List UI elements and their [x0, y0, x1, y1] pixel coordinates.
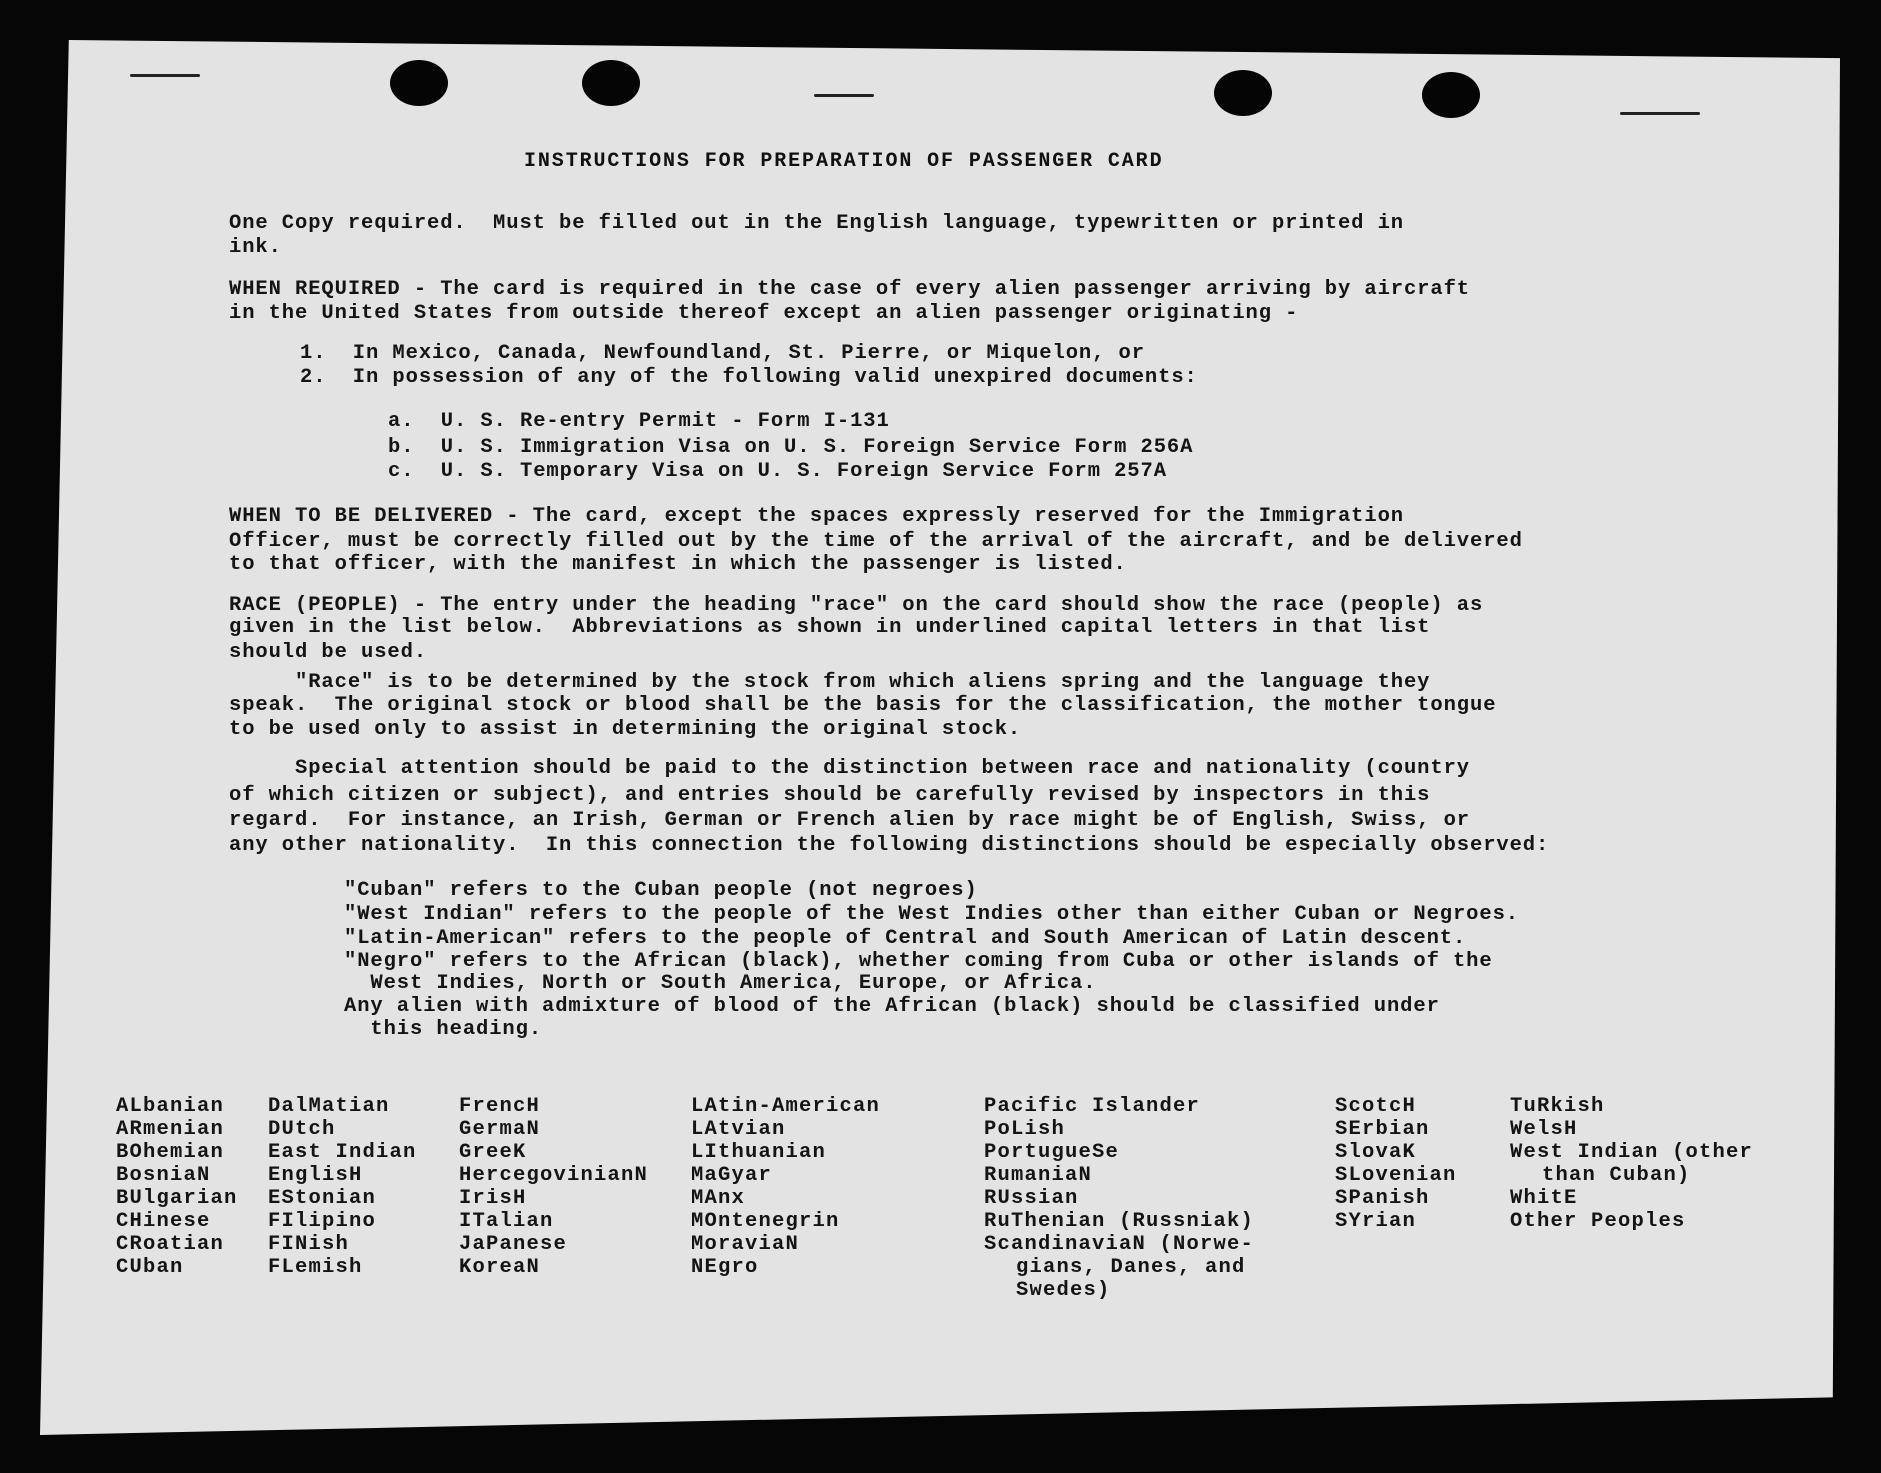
race-entry: GermaN: [459, 1118, 541, 1141]
race-column: [1510, 1095, 1753, 1233]
special-attention-line: of which citizen or subject), and entries should be carefully revised by inspectors in this: [229, 784, 1431, 807]
race-entry: EStonian: [268, 1187, 377, 1210]
race-entry: ARmenian: [116, 1118, 225, 1141]
race-entry: SlovaK: [1335, 1141, 1417, 1164]
race-entry: Pacific Islander: [984, 1095, 1201, 1118]
race-entry: BUlgarian: [116, 1187, 238, 1210]
race-entry: CHinese: [116, 1210, 211, 1233]
scan-mark: [130, 74, 200, 77]
race-entry: MOntenegrin: [691, 1210, 840, 1233]
binder-hole: [1422, 72, 1480, 118]
race-column: [116, 1095, 238, 1279]
binder-hole: [1214, 70, 1272, 116]
race-entry: MAnx: [691, 1187, 746, 1210]
race-entry: ALbanian: [116, 1095, 225, 1118]
race-entry: HercegovinianN: [459, 1164, 649, 1187]
race-column: [691, 1095, 880, 1279]
race-entry: WhitE: [1510, 1187, 1578, 1210]
binder-hole: [390, 60, 448, 106]
race-entry: gians, Danes, and: [1016, 1256, 1246, 1279]
race-entry: WelsH: [1510, 1118, 1578, 1141]
race-entry: PortugueSe: [984, 1141, 1120, 1164]
race-entry: Swedes): [1016, 1279, 1111, 1302]
distinction-line: "Negro" refers to the African (black), whether coming from Cuba or other islands of the: [344, 950, 1493, 973]
race-entry: SYrian: [1335, 1210, 1417, 1233]
race-entry: BOhemian: [116, 1141, 225, 1164]
when-required-line: WHEN REQUIRED - The card is required in the case of every alien passenger arriving by aircraft: [229, 278, 1470, 301]
race-definition-line: "Race" is to be determined by the stock from which aliens spring and the language they: [229, 671, 1431, 694]
race-entry: EnglisH: [268, 1164, 363, 1187]
race-entry: DalMatian: [268, 1095, 390, 1118]
race-entry: LAtin-American: [691, 1095, 881, 1118]
race-entry: LIthuanian: [691, 1141, 827, 1164]
race-entry: KoreaN: [459, 1256, 541, 1279]
race-entry: DUtch: [268, 1118, 336, 1141]
race-entry: Other Peoples: [1510, 1210, 1686, 1233]
when-required-line: in the United States from outside thereof except an alien passenger originating -: [229, 302, 1299, 325]
when-delivered-line: WHEN TO BE DELIVERED - The card, except the spaces expressly reserved for the Immigration: [229, 505, 1404, 528]
race-entry: TuRkish: [1510, 1095, 1605, 1118]
special-attention-line: any other nationality. In this connection the following distinctions should be especially observed:: [229, 834, 1550, 857]
lettered-item: c. U. S. Temporary Visa on U. S. Foreign Service Form 257A: [388, 460, 1167, 483]
race-column: [459, 1095, 648, 1279]
race-entry: BosniaN: [116, 1164, 211, 1187]
race-entry: GreeK: [459, 1141, 527, 1164]
race-entry: CUban: [116, 1256, 184, 1279]
race-entry: RuThenian (Russniak): [984, 1210, 1255, 1233]
distinction-line: "West Indian" refers to the people of the West Indies other than either Cuban or Negroes.: [344, 903, 1519, 926]
race-entry: ScandinaviaN (Norwe-: [984, 1233, 1255, 1256]
race-definition-line: speak. The original stock or blood shall be the basis for the classification, the mother tongue: [229, 694, 1497, 717]
race-entry: than Cuban): [1542, 1164, 1691, 1187]
race-entry: IrisH: [459, 1187, 527, 1210]
race-entry: SLovenian: [1335, 1164, 1457, 1187]
race-entry: NEgro: [691, 1256, 759, 1279]
special-attention-line: regard. For instance, an Irish, German or French alien by race might be of English, Swiss, or: [229, 809, 1470, 832]
race-entry: PoLish: [984, 1118, 1066, 1141]
race-people-line: given in the list below. Abbreviations as shown in underlined capital letters in that list: [229, 616, 1431, 639]
distinction-line: this heading.: [344, 1018, 543, 1041]
race-entry: CRoatian: [116, 1233, 225, 1256]
race-entry: SPanish: [1335, 1187, 1430, 1210]
race-entry: FINish: [268, 1233, 350, 1256]
distinction-line: West Indies, North or South America, Europe, or Africa.: [344, 972, 1097, 995]
race-entry: FrencH: [459, 1095, 541, 1118]
intro-line: One Copy required. Must be filled out in the English language, typewritten or printed in: [229, 212, 1404, 235]
special-attention-line: Special attention should be paid to the distinction between race and nationality (country: [229, 757, 1470, 780]
when-delivered-line: Officer, must be correctly filled out by the time of the arrival of the aircraft, and be delivered: [229, 530, 1523, 553]
race-people-line: should be used.: [229, 641, 428, 664]
race-entry: FLemish: [268, 1256, 363, 1279]
race-entry: RumaniaN: [984, 1164, 1093, 1187]
lettered-item: b. U. S. Immigration Visa on U. S. Foreign Service Form 256A: [388, 436, 1194, 459]
race-entry: ScotcH: [1335, 1095, 1417, 1118]
race-entry: MoraviaN: [691, 1233, 800, 1256]
when-delivered-line: to that officer, with the manifest in which the passenger is listed.: [229, 553, 1127, 576]
scan-mark: [814, 94, 874, 97]
race-column: [984, 1095, 1254, 1302]
race-column: [1335, 1095, 1457, 1233]
race-entry: SErbian: [1335, 1118, 1430, 1141]
distinction-line: "Cuban" refers to the Cuban people (not negroes): [344, 879, 978, 902]
scan-mark: [1620, 112, 1700, 115]
binder-hole: [582, 60, 640, 106]
distinction-line: Any alien with admixture of blood of the African (black) should be classified under: [344, 995, 1440, 1018]
race-entry: ITalian: [459, 1210, 554, 1233]
numbered-item: 1. In Mexico, Canada, Newfoundland, St. Pierre, or Miquelon, or: [300, 342, 1145, 365]
race-entry: East Indian: [268, 1141, 417, 1164]
race-definition-line: to be used only to assist in determining the original stock.: [229, 718, 1022, 741]
race-column: [268, 1095, 417, 1279]
race-entry: JaPanese: [459, 1233, 568, 1256]
race-entry: LAtvian: [691, 1118, 786, 1141]
distinction-line: "Latin-American" refers to the people of Central and South American of Latin descent.: [344, 927, 1467, 950]
intro-line: ink.: [229, 236, 282, 259]
race-entry: West Indian (other: [1510, 1141, 1754, 1164]
race-entry: FIlipino: [268, 1210, 377, 1233]
race-people-line: RACE (PEOPLE) - The entry under the heading "race" on the card should show the race (people) as: [229, 594, 1484, 617]
page-title: INSTRUCTIONS FOR PREPARATION OF PASSENGER CARD: [524, 150, 1164, 173]
lettered-item: a. U. S. Re-entry Permit - Form I-131: [388, 410, 890, 433]
race-entry: RUssian: [984, 1187, 1079, 1210]
race-entry: MaGyar: [691, 1164, 773, 1187]
numbered-item: 2. In possession of any of the following valid unexpired documents:: [300, 366, 1198, 389]
